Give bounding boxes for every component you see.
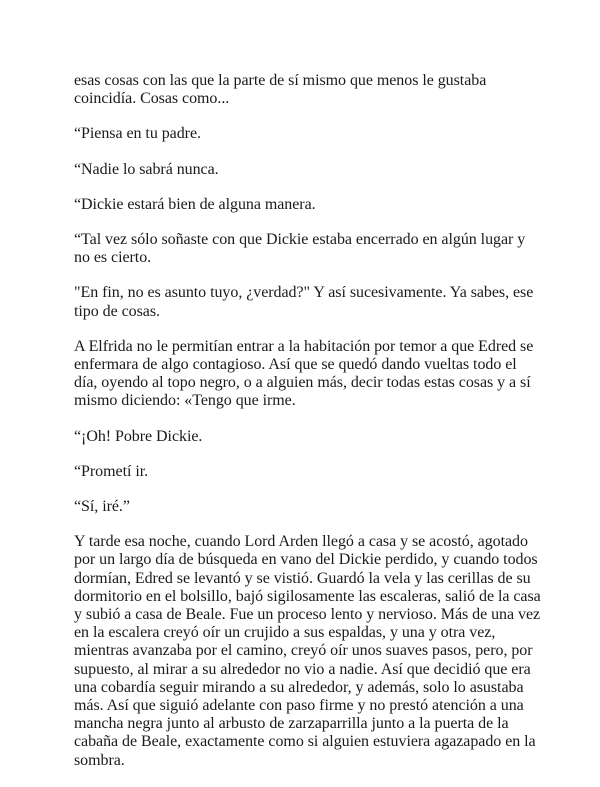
paragraph-6: "En fin, no es asunto tuyo, ¿verdad?" Y así sucesivamente. Ya sabes, ese tipo de cosas.: [74, 284, 534, 320]
paragraph-4: “Dickie estará bien de alguna manera.: [74, 195, 316, 213]
paragraph-2: “Piensa en tu padre.: [74, 125, 201, 143]
paragraph-9: “Prometí ir.: [74, 462, 149, 480]
paragraph-5: “Tal vez sólo soñaste con que Dickie estaba encerrado en algún lugar y no es cierto.: [74, 231, 526, 267]
paragraph-10: “Sí, iré.”: [74, 498, 130, 516]
paragraph-7: A Elfrida no le permitían entrar a la habitación por temor a que Edred se enfermara de algo contagioso. Así que se quedó dando vueltas todo el día, oyendo al topo negro, o a alguien más, decir todas estas cosas y a sí mismo diciendo: «Tengo que irme.: [74, 337, 534, 410]
paragraph-3: “Nadie lo sabrá nunca.: [74, 160, 219, 178]
paragraph-11: Y tarde esa noche, cuando Lord Arden llegó a casa y se acostó, agotado por un largo día de búsqueda en vano del Dickie perdido, y cuando todos dormían, Edred se levantó y se vistió. Guardó la vela y las cerillas de su dormitorio en el bolsillo, bajó sigilosamente las escaleras, salió de la casa y subió a casa de Beale. Fue un proceso lento y nervioso. Más de una vez en la escalera creyó oír un crujido a sus espaldas, y una y otra vez, mientras avanzaba por el camino, creyó oír unos suaves pasos, pero, por supuesto, al mirar a su alrededor no vio a nadie. Así que decidió que era una cobardía seguir mirando a su alrededor, y además, solo lo asustaba más. Así que siguió adelante con paso firme y no prestó atención a una mancha negra junto al arbusto de zarzaparrilla junto a la puerta de la cabaña de Beale, exactamente como si alguien estuviera agazapado en la sombra.: [74, 533, 541, 769]
paragraph-8: “¡Oh! Pobre Dickie.: [74, 427, 203, 445]
document-page: [74, 72, 542, 787]
paragraph-1: esas cosas con las que la parte de sí mismo que menos le gustaba coincidía. Cosas como...: [74, 72, 487, 108]
